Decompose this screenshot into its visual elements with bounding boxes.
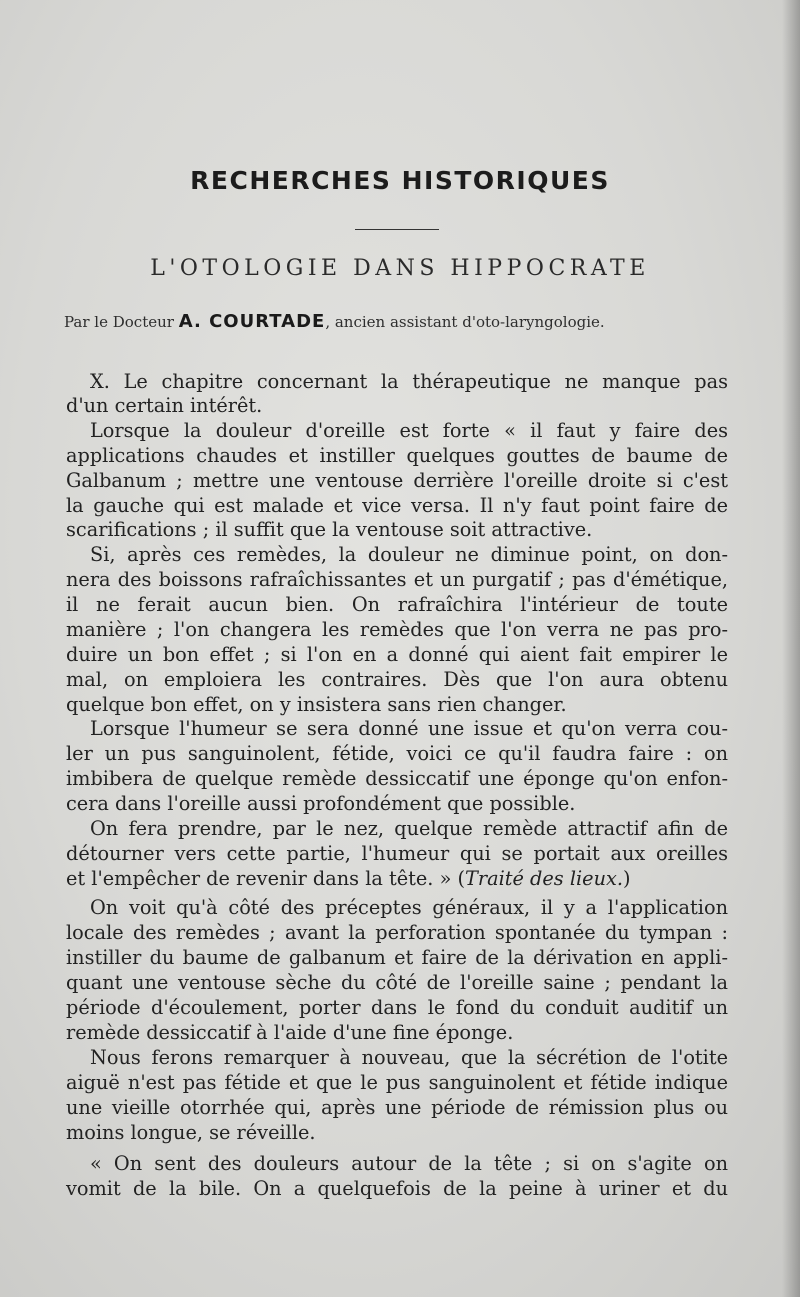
- text-line: Lorsque la douleur d'oreille est forte « il faut y faire des: [90, 419, 728, 442]
- citation-close: ): [623, 867, 631, 890]
- text-line: aiguë n'est pas fétide et que le pus sanguinolent et fétide indique: [66, 1071, 728, 1094]
- text-line: scarifications ; il suffit que la ventouse soit attractive.: [66, 518, 593, 541]
- text-line: quant une ventouse sèche du côté de l'oreille saine ; pendant la: [66, 971, 728, 994]
- text-line: locale des remèdes ; avant la perforation spontanée du tympan :: [66, 921, 728, 944]
- text-line: remède dessiccatif à l'aide d'une fine éponge.: [66, 1021, 514, 1044]
- text-line: vomit de la bile. On a quelquefois de la peine à uriner et du: [66, 1177, 728, 1200]
- text-line: Si, après ces remèdes, la douleur ne diminue point, on don-: [90, 543, 728, 566]
- section-heading: RECHERCHES HISTORIQUES: [190, 166, 610, 195]
- text-line: X. Le chapitre concernant la thérapeutique ne manque pas: [90, 370, 728, 393]
- text-line: duire un bon effet ; si l'on en a donné qui aient fait empirer le: [66, 643, 728, 666]
- text-line: la gauche qui est malade et vice versa. Il n'y faut point faire de: [66, 494, 728, 517]
- citation-lead: et l'empêcher de revenir dans la tête. » (: [66, 867, 466, 890]
- byline-suffix: , ancien assistant d'oto-laryngologie.: [325, 313, 605, 331]
- byline-prefix: Par le Docteur: [64, 313, 174, 331]
- citation-title: Traité des lieux.: [465, 867, 623, 890]
- author-byline: [64, 311, 744, 332]
- text-line: d'un certain intérêt.: [66, 394, 263, 417]
- text-line: nera des boissons rafraîchissantes et un purgatif ; pas d'émétique,: [66, 568, 728, 591]
- text-line: Galbanum ; mettre une ventouse derrière l'oreille droite si c'est: [66, 469, 728, 492]
- text-line-citation: [66, 867, 728, 891]
- text-line: mal, on emploiera les contraires. Dès que l'on aura obtenu: [66, 668, 728, 691]
- text-line: instiller du baume de galbanum et faire de la dérivation en appli-: [66, 946, 728, 969]
- text-line: On fera prendre, par le nez, quelque remède attractif afin de: [90, 817, 728, 840]
- text-line: imbibera de quelque remède dessiccatif une éponge qu'on enfon-: [66, 767, 728, 790]
- text-line: Lorsque l'humeur se sera donné une issue et qu'on verra cou-: [90, 717, 728, 740]
- text-line: quelque bon effet, on y insistera sans rien changer.: [66, 693, 567, 716]
- text-line: une vieille otorrhée qui, après une période de rémission plus ou: [66, 1096, 728, 1119]
- article-title: L'OTOLOGIE DANS HIPPOCRATE: [150, 256, 650, 281]
- text-line: applications chaudes et instiller quelques gouttes de baume de: [66, 444, 728, 467]
- text-line: période d'écoulement, porter dans le fond du conduit auditif un: [66, 996, 728, 1019]
- text-line: On voit qu'à côté des préceptes généraux, il y a l'application: [90, 896, 728, 919]
- text-line: cera dans l'oreille aussi profondément que possible.: [66, 792, 576, 815]
- text-line: ler un pus sanguinolent, fétide, voici ce qu'il faudra faire : on: [66, 742, 728, 765]
- text-line: manière ; l'on changera les remèdes que l'on verra ne pas pro-: [66, 618, 728, 641]
- title-divider: [355, 229, 439, 230]
- text-line: moins longue, se réveille.: [66, 1121, 316, 1144]
- text-line: il ne ferait aucun bien. On rafraîchira l'intérieur de toute: [66, 593, 728, 616]
- text-line: détourner vers cette partie, l'humeur qui se portait aux oreilles: [66, 842, 728, 865]
- text-line: « On sent des douleurs autour de la tête ; si on s'agite on: [90, 1152, 728, 1175]
- author-name: A. COURTADE: [178, 311, 326, 332]
- text-line: Nous ferons remarquer à nouveau, que la sécrétion de l'otite: [90, 1046, 728, 1069]
